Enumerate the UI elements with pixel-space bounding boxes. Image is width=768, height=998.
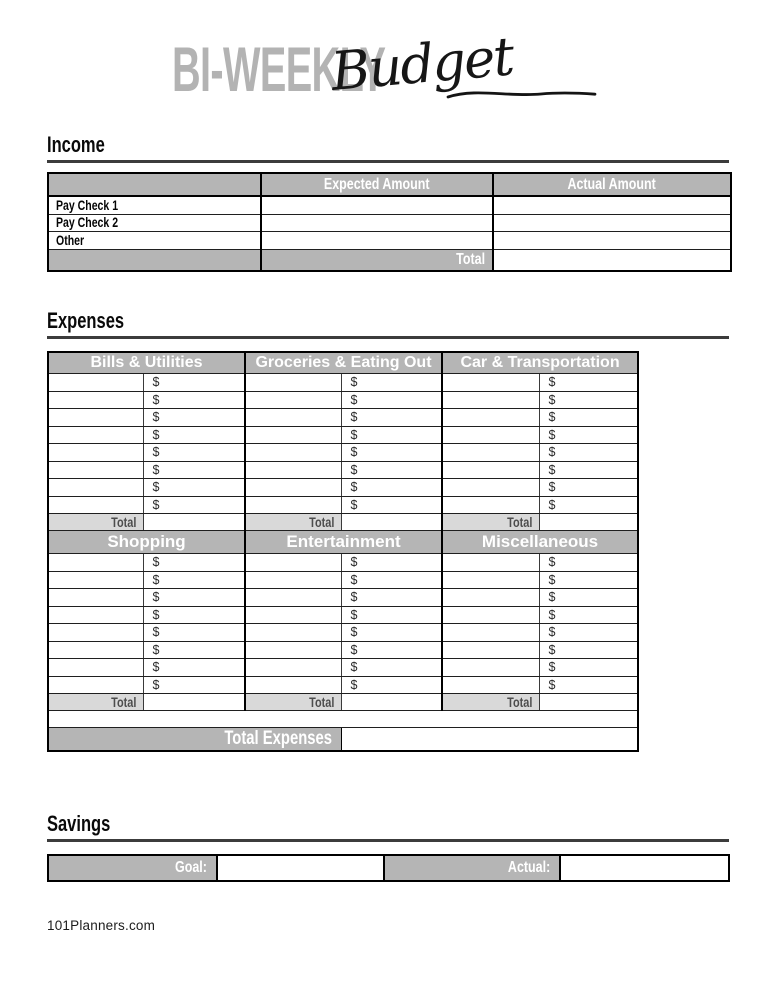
expense-amount-cell[interactable]: $ (341, 444, 442, 462)
spacer-cell (48, 711, 638, 728)
expense-amount-cell[interactable]: $ (341, 426, 442, 444)
expense-description-cell[interactable] (245, 391, 341, 409)
expense-description-cell[interactable] (442, 426, 539, 444)
expense-description-cell[interactable] (48, 606, 143, 624)
expenses-section-heading (47, 310, 729, 339)
income-row-label: Pay Check 1 (48, 196, 261, 214)
expense-description-cell[interactable] (442, 444, 539, 462)
expense-entry-row (48, 461, 638, 479)
expense-amount-cell[interactable]: $ (539, 479, 638, 497)
expense-amount-cell[interactable]: $ (341, 496, 442, 514)
total-expenses-row (48, 728, 638, 752)
expense-description-cell[interactable] (442, 589, 539, 607)
total-expenses-value-cell[interactable] (341, 728, 638, 752)
expense-entry-row (48, 624, 638, 642)
expense-description-cell[interactable] (245, 444, 341, 462)
expense-amount-cell[interactable]: $ (539, 589, 638, 607)
expense-category-header: Groceries & Eating Out (245, 352, 442, 374)
expense-category-header-row (48, 352, 638, 374)
expense-total-label-cell: Total (442, 514, 539, 531)
expense-description-cell[interactable] (48, 624, 143, 642)
expense-description-cell[interactable] (48, 496, 143, 514)
expense-description-cell[interactable] (48, 641, 143, 659)
expense-description-cell[interactable] (442, 641, 539, 659)
income-header-row (48, 173, 731, 196)
expense-description-cell[interactable] (245, 659, 341, 677)
expense-description-cell[interactable] (245, 479, 341, 497)
expense-description-cell[interactable] (245, 554, 341, 572)
expense-description-cell[interactable] (48, 554, 143, 572)
expense-description-cell[interactable] (442, 624, 539, 642)
expense-description-cell[interactable] (245, 676, 341, 694)
expense-description-cell[interactable] (442, 391, 539, 409)
expense-amount-cell[interactable]: $ (341, 641, 442, 659)
expense-amount-cell[interactable]: $ (143, 426, 245, 444)
expense-amount-cell[interactable]: $ (341, 589, 442, 607)
savings-actual-input-cell[interactable] (560, 855, 729, 881)
expense-amount-cell[interactable]: $ (539, 659, 638, 677)
expense-amount-cell[interactable]: $ (143, 374, 245, 392)
expense-amount-cell[interactable]: $ (341, 409, 442, 427)
income-table (47, 172, 732, 272)
savings-row (48, 855, 729, 881)
income-row-paycheck1 (48, 196, 731, 214)
expense-description-cell[interactable] (245, 461, 341, 479)
expense-description-cell[interactable] (442, 571, 539, 589)
income-expected-input-cell[interactable] (261, 214, 493, 232)
expense-category-header: Shopping (48, 531, 245, 554)
savings-goal-input-cell[interactable] (217, 855, 384, 881)
expense-amount-cell[interactable]: $ (539, 426, 638, 444)
expense-total-label-cell: Total (48, 694, 143, 711)
expense-description-cell[interactable] (245, 374, 341, 392)
income-header-actual: Actual Amount (493, 173, 731, 196)
expense-entry-row (48, 676, 638, 694)
expense-amount-cell[interactable]: $ (539, 554, 638, 572)
expense-entry-row (48, 426, 638, 444)
expense-entry-row (48, 479, 638, 497)
expense-description-cell[interactable] (245, 589, 341, 607)
expense-description-cell[interactable] (48, 391, 143, 409)
expense-description-cell[interactable] (48, 374, 143, 392)
expense-amount-cell[interactable]: $ (539, 606, 638, 624)
expense-description-cell[interactable] (48, 589, 143, 607)
expense-amount-cell[interactable]: $ (143, 606, 245, 624)
expense-entry-row (48, 606, 638, 624)
expense-amount-cell[interactable]: $ (539, 641, 638, 659)
expense-amount-cell[interactable]: $ (341, 479, 442, 497)
income-actual-input-cell[interactable] (493, 232, 731, 250)
expense-description-cell[interactable] (442, 676, 539, 694)
income-row-paycheck2 (48, 214, 731, 232)
income-total-row (48, 249, 731, 271)
savings-goal-label-cell: Goal: (48, 855, 217, 881)
expense-description-cell[interactable] (442, 374, 539, 392)
expense-amount-cell[interactable]: $ (539, 374, 638, 392)
expense-entry-row (48, 641, 638, 659)
income-row-other (48, 232, 731, 250)
expense-amount-cell[interactable]: $ (341, 461, 442, 479)
expense-description-cell[interactable] (48, 479, 143, 497)
expense-total-label-cell: Total (245, 514, 341, 531)
expense-total-label-cell: Total (48, 514, 143, 531)
expense-description-cell[interactable] (245, 496, 341, 514)
savings-section-heading (47, 813, 729, 842)
income-header-empty-cell (48, 173, 261, 196)
expense-description-cell[interactable] (48, 461, 143, 479)
expense-description-cell[interactable] (245, 409, 341, 427)
expense-amount-cell[interactable]: $ (341, 391, 442, 409)
income-row-label: Pay Check 2 (48, 214, 261, 232)
savings-heading-rule (47, 839, 729, 842)
expense-amount-cell[interactable]: $ (143, 444, 245, 462)
expense-entry-row (48, 409, 638, 427)
total-expenses-label-cell: Total Expenses (48, 728, 341, 752)
expense-amount-cell[interactable]: $ (341, 624, 442, 642)
expense-amount-cell[interactable]: $ (341, 676, 442, 694)
income-header-expected: Expected Amount (261, 173, 493, 196)
expense-amount-cell[interactable]: $ (341, 374, 442, 392)
expense-description-cell[interactable] (442, 496, 539, 514)
expense-amount-cell[interactable]: $ (341, 571, 442, 589)
expense-description-cell[interactable] (48, 444, 143, 462)
expense-description-cell[interactable] (442, 409, 539, 427)
expense-amount-cell[interactable]: $ (539, 676, 638, 694)
expense-amount-cell[interactable]: $ (539, 409, 638, 427)
income-total-value-cell[interactable] (493, 249, 731, 271)
expense-description-cell[interactable] (442, 461, 539, 479)
expense-amount-cell[interactable]: $ (143, 659, 245, 677)
expense-description-cell[interactable] (442, 554, 539, 572)
expense-amount-cell[interactable]: $ (539, 444, 638, 462)
expenses-heading-text: Expenses (47, 308, 125, 333)
expenses-table (47, 351, 639, 752)
expense-description-cell[interactable] (442, 479, 539, 497)
expense-entry-row (48, 571, 638, 589)
expense-amount-cell[interactable]: $ (539, 624, 638, 642)
income-expected-input-cell[interactable] (261, 232, 493, 250)
expense-total-row (48, 514, 638, 531)
expense-amount-cell[interactable]: $ (341, 554, 442, 572)
expense-entry-row (48, 659, 638, 677)
expense-category-header: Car & Transportation (442, 352, 638, 374)
expense-amount-cell[interactable]: $ (143, 496, 245, 514)
page-title-script: Budget (328, 26, 515, 103)
income-expected-input-cell[interactable] (261, 196, 493, 214)
expense-entry-row (48, 496, 638, 514)
expense-amount-cell[interactable]: $ (539, 461, 638, 479)
title-flourish-stroke (446, 84, 598, 104)
income-heading-rule (47, 160, 729, 163)
expense-total-value-cell[interactable] (539, 694, 638, 711)
expense-amount-cell[interactable]: $ (539, 496, 638, 514)
expense-amount-cell[interactable]: $ (143, 641, 245, 659)
expense-total-value-cell[interactable] (539, 514, 638, 531)
expense-description-cell[interactable] (442, 606, 539, 624)
expense-description-cell[interactable] (48, 659, 143, 677)
expense-entry-row (48, 391, 638, 409)
footer-site-text: 101Planners.com (47, 918, 156, 933)
expense-entry-row (48, 554, 638, 572)
income-total-label-cell: Total (261, 249, 493, 271)
expense-total-label-cell: Total (442, 694, 539, 711)
expenses-heading-rule (47, 336, 729, 339)
expense-amount-cell[interactable]: $ (143, 676, 245, 694)
expense-description-cell[interactable] (245, 426, 341, 444)
expense-entry-row (48, 444, 638, 462)
expense-total-label-cell: Total (245, 694, 341, 711)
expense-entry-row (48, 374, 638, 392)
expense-amount-cell[interactable]: $ (143, 461, 245, 479)
expense-amount-cell[interactable]: $ (341, 659, 442, 677)
income-actual-input-cell[interactable] (493, 214, 731, 232)
expense-amount-cell[interactable]: $ (539, 571, 638, 589)
expense-description-cell[interactable] (48, 676, 143, 694)
page-title-main: BI-WEEKLY (172, 35, 386, 105)
expense-amount-cell[interactable]: $ (341, 606, 442, 624)
expense-description-cell[interactable] (48, 571, 143, 589)
income-total-empty-cell (48, 249, 261, 271)
expense-amount-cell[interactable]: $ (143, 479, 245, 497)
expense-entry-row (48, 589, 638, 607)
expense-description-cell[interactable] (245, 641, 341, 659)
income-section-heading (47, 134, 729, 163)
expense-amount-cell[interactable]: $ (143, 589, 245, 607)
expense-description-cell[interactable] (48, 409, 143, 427)
expense-description-cell[interactable] (442, 659, 539, 677)
income-heading-text: Income (47, 132, 105, 157)
expense-description-cell[interactable] (245, 606, 341, 624)
expense-total-value-cell[interactable] (341, 514, 442, 531)
expense-category-header: Bills & Utilities (48, 352, 245, 374)
savings-heading-text: Savings (47, 811, 111, 836)
expense-amount-cell[interactable]: $ (143, 571, 245, 589)
income-row-label: Other (48, 232, 261, 250)
expense-description-cell[interactable] (245, 571, 341, 589)
expenses-bottom-group (48, 531, 638, 711)
expense-amount-cell[interactable]: $ (143, 391, 245, 409)
expense-description-cell[interactable] (48, 426, 143, 444)
expense-category-header-row (48, 531, 638, 554)
expense-total-row (48, 694, 638, 711)
expense-amount-cell[interactable]: $ (143, 624, 245, 642)
spacer-row (48, 711, 638, 728)
expense-description-cell[interactable] (245, 624, 341, 642)
expense-total-value-cell[interactable] (143, 514, 245, 531)
expenses-footer-group (48, 711, 638, 752)
savings-table (47, 854, 730, 882)
savings-actual-label-cell: Actual: (384, 855, 560, 881)
expense-total-value-cell[interactable] (143, 694, 245, 711)
expense-amount-cell[interactable]: $ (143, 409, 245, 427)
expense-amount-cell[interactable]: $ (539, 391, 638, 409)
expense-total-value-cell[interactable] (341, 694, 442, 711)
expense-category-header: Miscellaneous (442, 531, 638, 554)
expense-amount-cell[interactable]: $ (143, 554, 245, 572)
income-actual-input-cell[interactable] (493, 196, 731, 214)
expense-category-header: Entertainment (245, 531, 442, 554)
expenses-top-group (48, 352, 638, 531)
